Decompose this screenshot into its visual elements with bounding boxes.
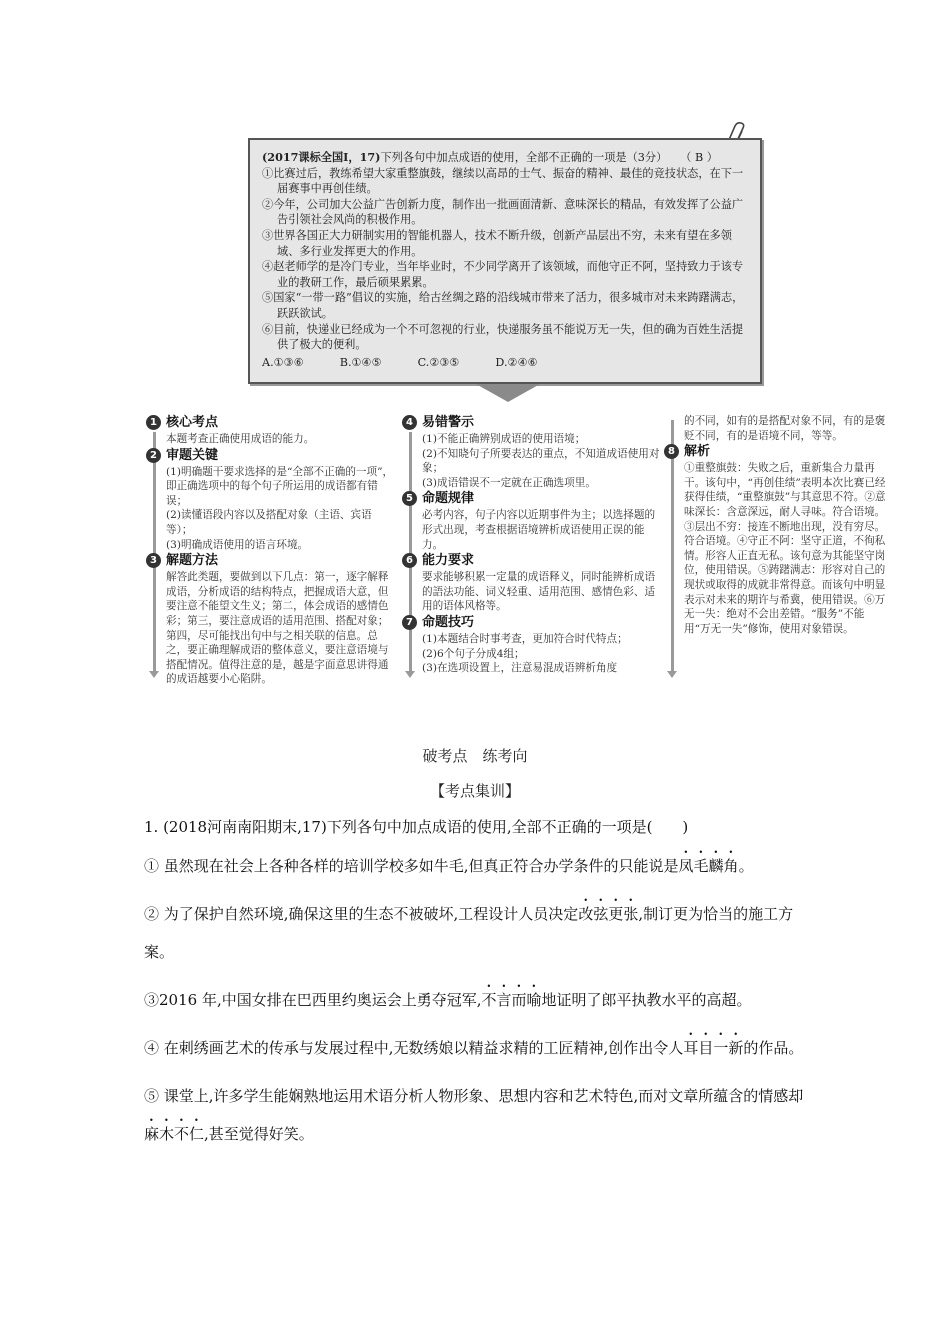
choice-a: A.①③⑥ (262, 355, 304, 369)
item-text: ① 虽然现在社会上各种各样的培训学校多如牛毛,但真正符合办学条件的只能说是 (144, 857, 679, 875)
item-text: ,制订更为恰当的施工方案。 (144, 905, 794, 961)
section-technique (402, 614, 664, 676)
section-pattern (402, 490, 664, 552)
item-text: ② 为了保护自然环境,确保这里的生态不被破坏,工程设计人员决定 (144, 905, 579, 923)
question-header (262, 150, 748, 166)
choice-b: B.①④⑤ (339, 355, 382, 369)
item-text: 的作品。 (743, 1039, 804, 1057)
section-text: 必考内容，句子内容以近期事件为主；以选择题的形式出现，考查根据语境辨析成语使用正误的能力。 (422, 509, 656, 551)
step-number: 2 (146, 448, 161, 463)
item-idiom: 凤毛麟角 (678, 857, 739, 875)
item-text: ③2016 年,中国女排在巴西里约奥运会上勇夺冠军, (144, 991, 482, 1009)
item-text: ④ 在刺绣画艺术的传承与发展过程中,无数绣娘以精益求精的工匠精神,创作出令人 (144, 1039, 684, 1057)
choice-d: D.②④⑥ (495, 355, 538, 369)
down-arrow-icon (476, 384, 540, 402)
section-text: ①重整旗鼓：失败之后，重新集合力量再干。该句中，“再创佳绩”表明本次比赛已经获得佳绩，“重整旗鼓”与其意思不符。②意味深长：含意深远，耐人寻味。符合语境。③层出不穷：接连不断地出现，没有穷尽。符合语境。④守正不阿：坚守正道，不徇私情。形容人正直无私。该句意为其能坚守岗位，使用错误。⑤踌躇满志：形容对自己的现状或取得的成就非常得意。而该句中明显表示对未来的期许与希冀，使用错误。⑥万无一失：绝对不会出差错。“服务”不能用“万无一失”修饰，使用对象错误。 (684, 462, 886, 635)
section-title: 解题方法 (166, 553, 219, 569)
exercise-item-3 (144, 981, 814, 1019)
section-text: (3)明确成语使用的语言环境。 (166, 538, 309, 551)
exercise-item-5 (144, 1077, 814, 1153)
analysis-column-3 (664, 414, 886, 636)
section-core-point (146, 414, 396, 447)
section-ability (402, 552, 664, 614)
step-number: 5 (402, 491, 417, 506)
section-text: (2)6个句子分成4组； (422, 647, 525, 660)
exercise-item-2 (144, 895, 814, 971)
item-idiom: 麻木不仁 (144, 1125, 205, 1143)
analysis-column-1 (146, 414, 396, 687)
section-text: (3)成语错误不一定就在正确选项里。 (422, 476, 596, 489)
section-text: 本题考查正确使用成语的能力。 (166, 433, 315, 445)
section-text: (2)读懂语段内容以及搭配对象（主语、宾语等）； (166, 509, 372, 536)
exercise-item-1 (144, 847, 814, 885)
option-6: ⑥目前，快递业已经成为一个不可忽视的行业，快递服务虽不能说万无一失，但的确为百姓生活提供了极大的便利。 (262, 322, 744, 352)
section-key-reading (146, 447, 396, 553)
question-stem: 1. (2018河南南阳期末,17)下列各句中加点成语的使用,全部不正确的一项是( ) (144, 818, 689, 836)
option-2: ②今年，公司加大公益广告创新力度，制作出一批画面清新、意味深长的精品，有效发挥了公益广告引领社会风尚的积极作用。 (262, 197, 744, 227)
choice-c: C.②③⑤ (417, 355, 460, 369)
item-text: ⑤ 课堂上,许多学生能娴熟地运用术语分析人物形象、思想内容和艺术特色,而对文章所蕴含的情感却 (144, 1087, 804, 1105)
option-5: ⑤国家“一带一路”倡议的实施，给古丝绸之路的沿线城市带来了活力，很多城市对未来踌躇满志，跃跃欲试。 (262, 291, 744, 320)
question-answer: （ B ） (680, 151, 718, 164)
section-text: 的不同，如有的是搭配对象不同，有的是褒贬不同，有的是语境不同，等等。 (684, 415, 886, 442)
section-text: (1)明确题干要求选择的是“全部不正确的一项”，即正确选项中的每个句子所运用的成语都有错误； (166, 465, 394, 507)
subsection-heading: 【考点集训】 (429, 782, 520, 800)
item-text: 地证明了郎平执教水平的高超。 (541, 991, 752, 1009)
section-text: 要求能够积累一定量的成语释义，同时能辨析成语的語法功能、词义轻重、适用范围、感情色彩、适用的语体风格等。 (422, 571, 656, 613)
section-text: (2)不知晓句子所要表达的重点，不知道成语使用对象； (422, 447, 660, 475)
section-title: 解析 (684, 444, 711, 460)
question-card (248, 138, 762, 384)
section-title: 核心考点 (166, 415, 219, 430)
section-text: (1)本题结合时事考查，更加符合时代特点； (422, 632, 628, 645)
item-idiom: 耳目一新 (683, 1039, 744, 1057)
section-warnings (402, 414, 664, 490)
section-title: 能力要求 (422, 553, 475, 569)
question-source: (2017课标全国Ⅰ，17) (262, 150, 381, 164)
step-number: 7 (402, 615, 417, 630)
section-title: 命题规律 (422, 491, 475, 507)
step-number: 1 (146, 415, 161, 430)
option-1: ①比赛过后，教练希望大家重整旗鼓，继续以高昂的士气、振奋的精神、最佳的竞技状态，在下一届赛事中再创佳绩。 (262, 166, 744, 196)
item-text: ,甚至觉得好笑。 (204, 1125, 314, 1143)
step-number: 4 (402, 415, 417, 430)
step-number: 3 (146, 553, 161, 568)
step-number: 6 (402, 553, 417, 568)
section-text: 解答此类题，要做到以下几点：第一，逐字解释成语，分析成语的结构特点，把握成语大意，但要注意不能望文生义；第二，体会成语的感情色彩；第三，要注意成语的适用范围、搭配对象；第四，尽可能找出句中与之相关联的信息。总之，要正确理解成语的整体意义，要注意语境与搭配情况。值得注意的是，越是字面意思讲得通的成语越要小心陷阱。 (166, 571, 389, 686)
section-text: (3)在选项设置上，注意易混成语辨析角度 (422, 662, 618, 675)
section-explanation (664, 443, 886, 636)
section-title: 命题技巧 (422, 614, 475, 630)
section-title: 易错警示 (422, 415, 475, 430)
section-technique-continued (664, 414, 886, 443)
question-stem: 下列各句中加点成语的使用，全部不正确的一项是（3分） (380, 151, 668, 164)
item-idiom: 不言而喻 (481, 991, 542, 1009)
section-text: (1)不能正确辨别成语的使用语境； (422, 433, 586, 445)
analysis-column-2 (402, 414, 664, 676)
exercise-question (144, 818, 814, 1153)
item-text: 。 (738, 857, 754, 875)
answer-choices (262, 355, 748, 371)
item-idiom: 改弦更张 (578, 905, 639, 923)
exercise-item-4 (144, 1029, 814, 1067)
step-number: 8 (664, 444, 679, 459)
section-method (146, 552, 396, 687)
option-4: ④赵老师学的是冷门专业，当年毕业时，不少同学离开了该领域，而他守正不阿，坚持致力于该专业的教研工作，最后硕果累累。 (262, 260, 744, 289)
section-title: 审题关键 (166, 447, 219, 463)
option-3: ③世界各国正大力研制实用的智能机器人，技术不断升级，创新产品层出不穷，未来有望在多领域、多行业发挥更大的作用。 (262, 228, 732, 258)
section-heading: 破考点 练考向 (422, 747, 528, 765)
